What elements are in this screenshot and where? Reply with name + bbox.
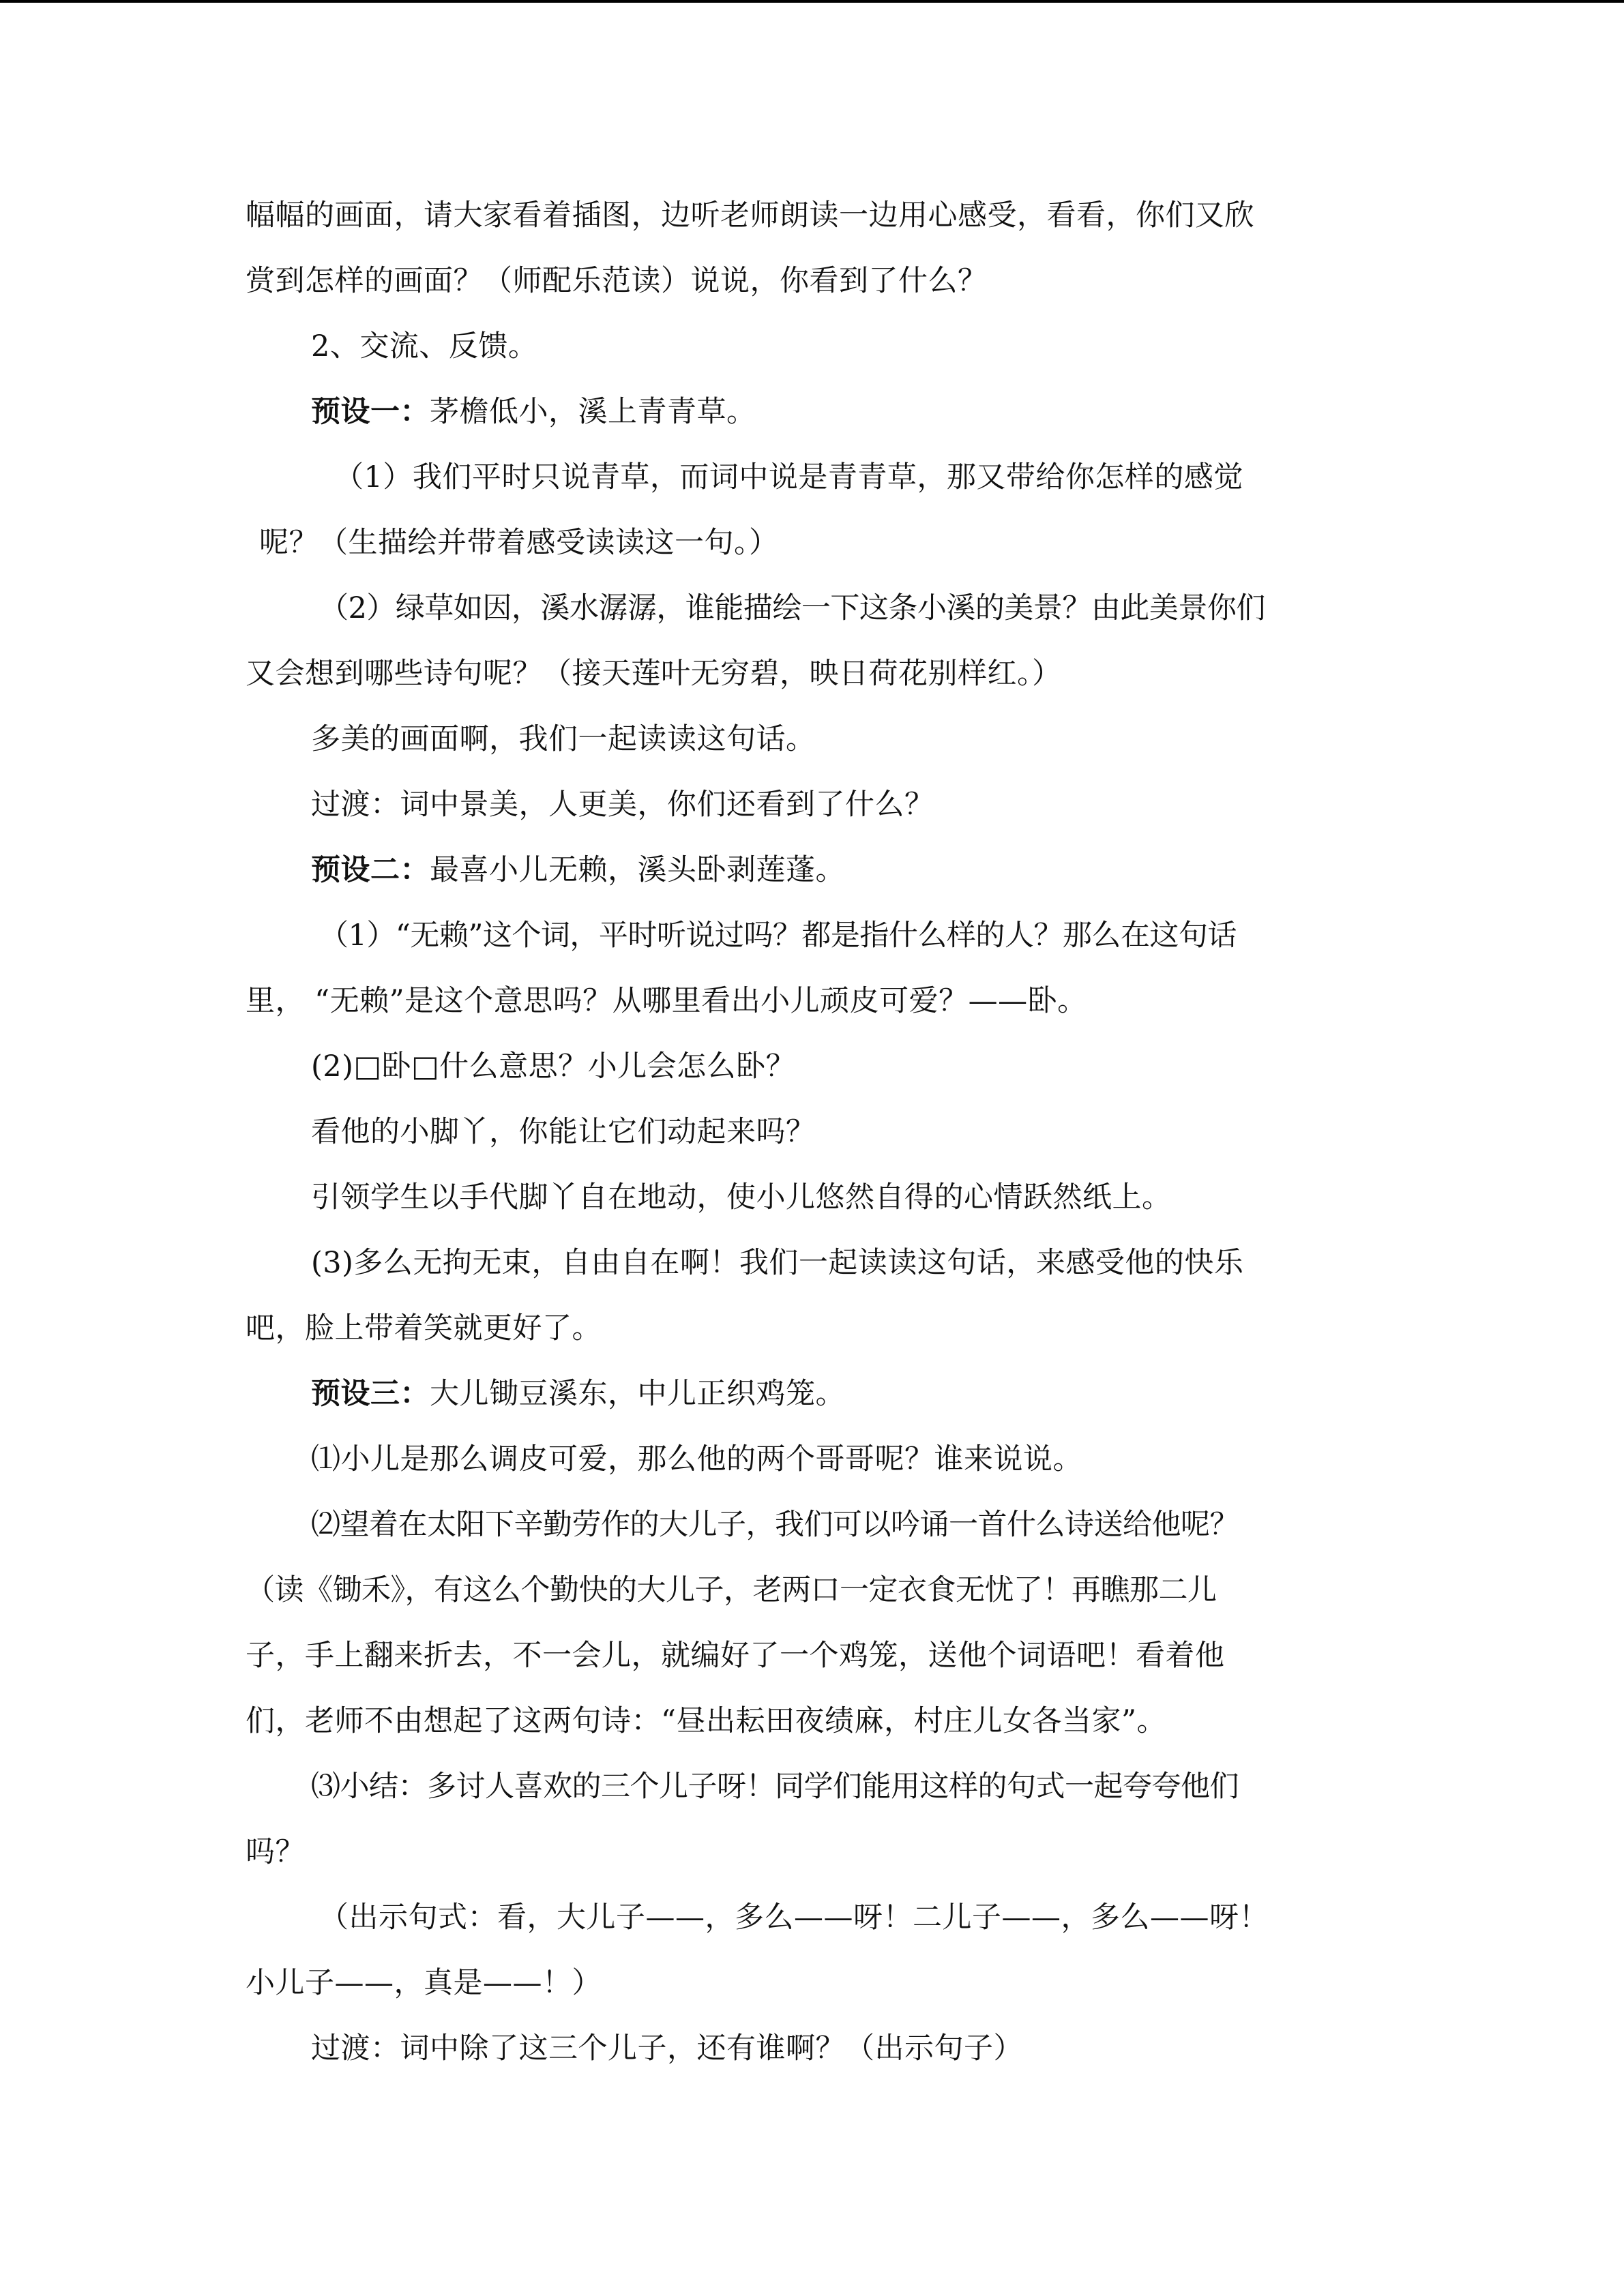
paragraph-line: （1）我们平时只说青草，而词中说是青青草，那又带给你怎样的感觉 [334, 460, 1243, 494]
paragraph-line: 呢？（生描绘并带着感受读读这一句。） [259, 526, 779, 560]
paragraph-line: （2）绿草如因，溪水潺潺，谁能描绘一下这条小溪的美景？由此美景你们 [319, 591, 1265, 625]
preset-line [246, 837, 1378, 903]
paragraph-line: （1）“无赖”这个词，平时听说过吗？都是指什么样的人？那么在这句话 [319, 919, 1237, 953]
paragraph-line: 吗？ [246, 1835, 305, 1869]
preset-text: 最喜小儿无赖，溪头卧剥莲蓬。 [430, 853, 845, 887]
paragraph-line: 吧，脸上带着笑就更好了。 [246, 1311, 602, 1345]
section-heading: 2、交流、反馈。 [311, 329, 538, 363]
paragraph-line: 们，老师不由想起了这两句诗：“昼出耘田夜绩麻，村庄儿女各当家”。 [246, 1704, 1166, 1738]
paragraph-line: (3)多么无拘无束，自由自在啊！我们一起读读这句话，来感受他的快乐 [311, 1246, 1244, 1280]
preset-text: 茅檐低小，溪上青青草。 [430, 395, 756, 429]
paragraph-line: 引领学生以手代脚丫自在地动，使小儿悠然自得的心情跃然纸上。 [311, 1180, 1172, 1214]
paragraph-line: 看他的小脚丫，你能让它们动起来吗？ [311, 1115, 816, 1149]
paragraph-line: ⑶小结：多讨人喜欢的三个儿子呀！同学们能用这样的句式一起夸夸他们 [311, 1770, 1239, 1804]
paragraph-line: 多美的画面啊，我们一起读读这句话。 [311, 722, 816, 756]
preset-label: 预设二： [311, 853, 430, 887]
preset-line [246, 1361, 1378, 1427]
paragraph-line: (2)□卧□什么意思？小儿会怎么卧？ [311, 1049, 796, 1084]
top-border-rule [0, 0, 1624, 3]
transition-line: 过渡：词中除了这三个儿子，还有谁啊？（出示句子） [311, 2031, 1023, 2066]
paragraph-line: 里， “无赖”是这个意思吗？从哪里看出小儿顽皮可爱？——卧。 [246, 984, 1087, 1018]
paragraph-line: 又会想到哪些诗句呢？（接天莲叶无穷碧，映日荷花别样红。） [246, 657, 1062, 691]
preset-text: 大儿锄豆溪东，中儿正织鸡笼。 [430, 1377, 845, 1411]
preset-line [246, 379, 1378, 445]
transition-line: 过渡：词中景美，人更美，你们还看到了什么？ [311, 788, 934, 822]
paragraph-line: 小儿子——，真是——！） [246, 1966, 602, 2000]
paragraph-line: 幅幅的画面，请大家看着插图，边听老师朗读一边用心感受，看看，你们又欣 [246, 198, 1254, 233]
paragraph-line: （读《锄禾》，有这么个勤快的大儿子，老两口一定衣食无忧了！再瞧那二儿 [246, 1573, 1217, 1607]
paragraph-line: 子，手上翻来折去，不一会儿，就编好了一个鸡笼，送他个词语吧！看着他 [246, 1639, 1225, 1673]
paragraph-line: 赏到怎样的画面？（师配乐范读）说说，你看到了什么？ [246, 264, 988, 298]
paragraph-line: ⑵望着在太阳下辛勤劳作的大儿子，我们可以吟诵一首什么诗送给他呢？ [311, 1508, 1239, 1542]
preset-label: 预设三： [311, 1377, 430, 1411]
preset-label: 预设一： [311, 395, 430, 429]
document-page [246, 183, 1378, 2081]
paragraph-line: （出示句式：看，大儿子——，多么——呀！二儿子——，多么——呀！ [319, 1900, 1269, 1935]
paragraph-line: ⑴小儿是那么调皮可爱，那么他的两个哥哥呢？谁来说说。 [311, 1442, 1082, 1476]
